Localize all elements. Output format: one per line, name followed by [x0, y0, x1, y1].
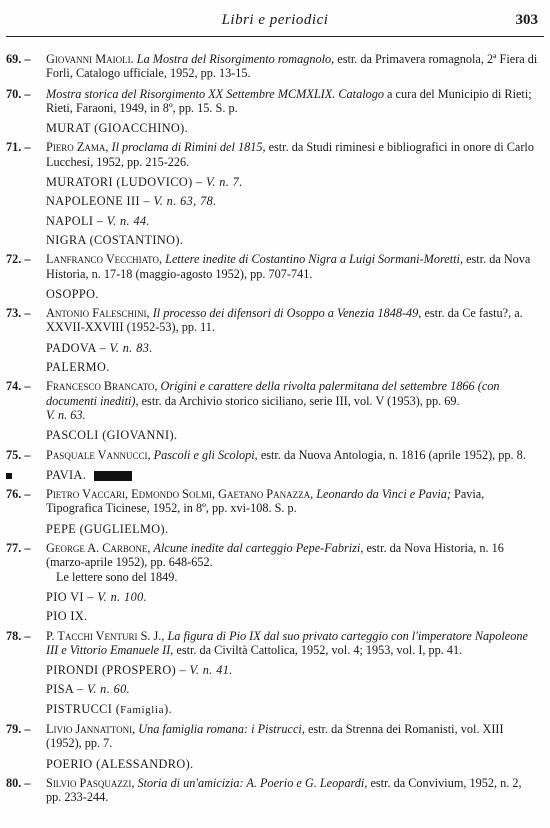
entry-author: Francesco Brancato, — [46, 379, 158, 394]
cross-reference: V. n. 100. — [97, 589, 148, 604]
section-heading — [0, 194, 550, 208]
entry-note: Le lettere sono del 1849. — [56, 569, 178, 584]
section-heading — [0, 233, 550, 247]
entry-number: 75. – — [6, 447, 31, 462]
bibliography-entry — [0, 629, 550, 658]
section-heading — [0, 360, 550, 374]
cross-reference: V. n. 7. — [206, 175, 243, 190]
cross-reference: V. n. 63, 78. — [153, 194, 217, 209]
entry-number: 80. – — [6, 775, 31, 790]
entry-title: Alcune inedite dal carteggio Pepe-Fabrizi, — [153, 541, 364, 556]
heading-text: MURAT (GIOACCHINO). — [46, 121, 189, 136]
section-heading — [0, 175, 550, 189]
bibliography-entry — [0, 487, 550, 516]
bibliography-entry — [0, 306, 550, 335]
bibliography-entry — [0, 541, 550, 584]
bibliography-entry — [0, 140, 550, 169]
cross-reference: V. n. 60. — [86, 682, 131, 697]
heading-text: PIO VI – — [46, 589, 94, 604]
section-heading — [0, 341, 550, 355]
entry-author: Piero Zama, — [46, 140, 109, 155]
section-heading — [0, 522, 550, 536]
entry-details: estr. da Studi riminesi e bibliografici in onore di Carlo Lucchesi, 1952, pp. 215-226. — [46, 140, 534, 169]
entry-number: 79. – — [6, 721, 31, 736]
section-heading — [0, 287, 550, 301]
entry-details: estr. da Nova Historia, n. 17-18 (maggio-agosto 1952), pp. 707-741. — [46, 252, 531, 281]
bibliography-entry — [0, 448, 550, 462]
entry-details: estr. da Primavera romagnola, 2ª Fiera di Forlì, Catalogo ufficiale, 1952, pp. 13-15. — [46, 52, 538, 81]
heading-text: NIGRA (COSTANTINO). — [46, 232, 184, 247]
section-heading — [0, 214, 550, 228]
entry-title: Mostra storica del Risorgimento XX Settembre MCMXLIX. Catalogo — [46, 86, 384, 101]
entry-author: P. Tacchi Venturi S. J., — [46, 628, 165, 643]
margin-mark — [6, 473, 12, 479]
entry-number: 73. – — [6, 306, 31, 321]
entry-author: Pietro Vaccari, Edmondo Solmi, Gaetano Panazza, — [46, 487, 314, 502]
entry-number: 76. – — [6, 487, 31, 502]
section-heading — [0, 682, 550, 696]
section-heading — [0, 468, 550, 482]
entry-details: estr. da Convivium, 1952, n. 2, pp. 233-244. — [46, 775, 522, 805]
section-heading — [0, 757, 550, 771]
heading-text: MURATORI (LUDOVICO) – — [46, 175, 203, 190]
bibliography-entry — [0, 87, 550, 116]
section-heading — [0, 121, 550, 135]
bibliography-entry — [0, 379, 550, 422]
entry-title: La Mostra del Risorgimento romagnolo, — [136, 52, 335, 66]
entry-title: La figura di Pio IX dal suo privato carteggio con l'imperatore Napoleone III e Vittorio Emanuele II, — [46, 628, 528, 657]
bibliography-entry — [0, 776, 550, 805]
bibliography-entry — [0, 252, 550, 281]
entry-details: Pavia, Tipografica Ticinese, 1952, in 8º, pp. xvi-108. S. p. — [46, 487, 485, 516]
heading-text: PALERMO. — [46, 360, 110, 375]
running-header — [0, 12, 550, 34]
entry-title: Storia di un'amicizia: A. Poerio e G. Leopardi, — [137, 775, 368, 790]
heading-text: POERIO (ALESSANDRO). — [46, 756, 194, 771]
entry-author: Lanfranco Vecchiato, — [46, 252, 163, 267]
entry-title: Pascoli e gli Scolopi, — [153, 447, 258, 462]
entry-details: estr. da Ce fastu?, a. XXVII-XXVIII (1952-53), pp. 11. — [46, 306, 523, 335]
entry-title: Il processo dei difensori di Osoppo a Venezia 1848-49, — [152, 306, 422, 321]
heading-text: NAPOLEONE III – — [46, 194, 150, 209]
heading-text: PEPE (GUGLIELMO). — [46, 521, 169, 536]
entry-author: Livio Jannattoni, — [46, 721, 136, 736]
heading-text: PASCOLI (GIOVANNI). — [46, 428, 178, 443]
cross-reference: V. n. 44. — [106, 213, 150, 228]
entry-number: 70. – — [6, 86, 31, 101]
entry-number: 74. – — [6, 379, 31, 394]
section-heading — [0, 590, 550, 604]
entry-details: estr. da Civiltà Cattolica, 1952, vol. 4; 1953, vol. I, pp. 41. — [176, 642, 463, 657]
heading-subtext: Famiglia — [120, 703, 165, 716]
entry-details: estr. da Nuova Antologia, n. 1816 (aprile 1952), pp. 8. — [260, 447, 526, 462]
heading-text: PISA – — [46, 682, 84, 697]
heading-text: PISTRUCCI ( — [46, 701, 121, 716]
entry-title: Origini e carattere della rivolta palermitana del settembre 1866 (con documenti inediti), — [46, 379, 500, 408]
entry-number: 77. – — [6, 541, 31, 556]
page-number: 303 — [515, 12, 538, 28]
heading-text: NAPOLI – — [46, 213, 104, 228]
entry-details: a cura del Municipio di Rieti; Rieti, Faraoni, 1949, in 8º, pp. 15. S. p. — [46, 86, 532, 115]
entry-number: 72. – — [6, 252, 31, 267]
heading-text: PADOVA – — [46, 340, 107, 355]
entry-details: estr. da Strenna dei Romanisti, vol. XIII (1952), pp. 7. — [46, 721, 504, 751]
heading-text: PAVIA. — [46, 467, 87, 482]
entry-title: Il proclama di Rimini del 1815, — [111, 140, 266, 155]
cross-reference: V. n. 63. — [46, 407, 86, 422]
entry-number: 71. – — [6, 140, 31, 155]
section-heading — [0, 428, 550, 442]
entry-author: Giovanni Maioli. — [46, 52, 134, 66]
heading-text: PIRONDI (PROSPERO) – — [46, 663, 187, 678]
section-heading — [0, 702, 550, 717]
entry-details: estr. da Nova Historia, n. 16 (marzo-aprile 1952), pp. 648-652. — [46, 541, 504, 570]
entry-title: Una famiglia romana: i Pistrucci, — [138, 721, 305, 736]
heading-tail: ). — [164, 701, 173, 716]
entry-author: George A. Carbone, — [46, 541, 151, 556]
bibliography-list — [0, 52, 550, 810]
section-heading — [0, 609, 550, 623]
entry-details: estr. da Archivio storico siciliano, serie III, vol. V (1953), pp. 69. — [141, 393, 460, 408]
entry-title: Leonardo da Vinci e Pavia; — [316, 487, 451, 502]
bibliography-entry — [0, 52, 550, 81]
section-heading — [0, 663, 550, 677]
header-rule — [6, 36, 544, 37]
redaction-bar — [94, 471, 132, 481]
entry-author: Pasquale Vannucci, — [46, 447, 151, 462]
entry-title: Lettere inedite di Costantino Nigra a Luigi Sormani-Moretti, — [165, 252, 464, 267]
heading-text: PIO IX. — [46, 609, 88, 624]
entry-author: Silvio Pasquazzi, — [46, 775, 135, 790]
entry-author: Antonio Faleschini, — [46, 306, 150, 321]
cross-reference: V. n. 41. — [189, 663, 233, 678]
heading-text: OSOPPO. — [46, 286, 99, 301]
bibliography-entry — [0, 722, 550, 751]
cross-reference: V. n. 83. — [109, 340, 153, 355]
header-title: Libri e periodici — [221, 12, 329, 28]
entry-number: 78. – — [6, 628, 31, 643]
entry-number: 69. – — [6, 52, 31, 66]
